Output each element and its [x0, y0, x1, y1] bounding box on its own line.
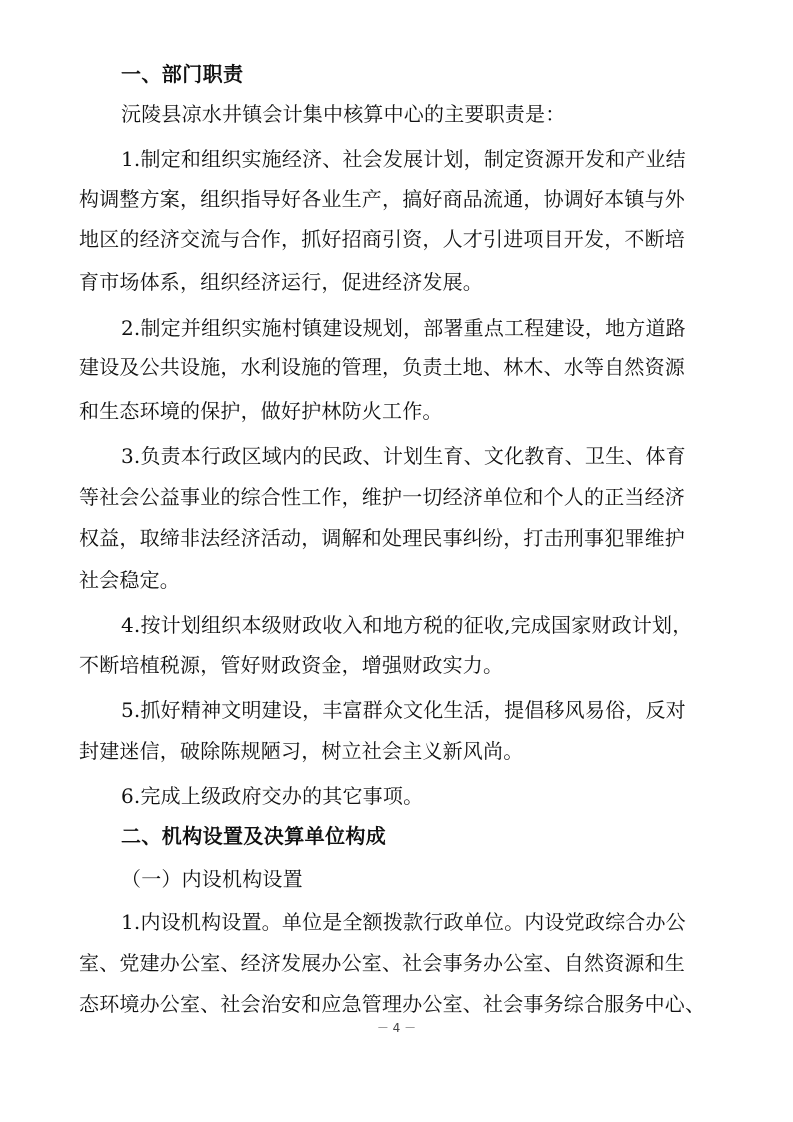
duty-3-line-2: 等社会公益事业的综合性工作，维护一切经济单位和个人的正当经济	[79, 485, 685, 509]
duty-4-line-1: 4.按计划组织本级财政收入和地方税的征收,完成国家财政计划，	[121, 613, 693, 637]
structure-item-1-line-2: 室、党建办公室、经济发展办公室、社会事务办公室、自然资源和生	[79, 951, 685, 975]
section-heading-structure: 二、机构设置及决算单位构成	[121, 824, 387, 848]
duty-2-line-1: 2.制定并组织实施村镇建设规划，部署重点工程建设，地方道路	[121, 316, 686, 340]
structure-item-1-line-1: 1.内设机构设置。单位是全额拨款行政单位。内设党政综合办公	[121, 910, 686, 934]
page-number: － 4 －	[376, 1021, 417, 1035]
duty-1-line-3: 地区的经济交流与合作，抓好招商引资，人才引进项目开发，不断培	[79, 227, 685, 251]
duty-1-line-4: 育市场体系，组织经济运行，促进经济发展。	[79, 270, 483, 294]
section-heading-duties: 一、部门职责	[121, 62, 244, 86]
duty-2-line-3: 和生态环境的保护，做好护林防火工作。	[79, 399, 443, 423]
duty-5-line-1: 5.抓好精神文明建设，丰富群众文化生活，提倡移风易俗，反对	[121, 698, 686, 722]
subsection-heading-internal: （一）内设机构设置	[121, 867, 303, 891]
duty-1-line-2: 构调整方案，组织指导好各业生产，搞好商品流通，协调好本镇与外	[79, 187, 685, 211]
duty-3-line-3: 权益，取缔非法经济活动，调解和处理民事纠纷，打击刑事犯罪维护	[79, 526, 685, 550]
duty-6-line-1: 6.完成上级政府交办的其它事项。	[121, 784, 424, 808]
duty-1-line-1: 1.制定和组织实施经济、社会发展计划，制定资源开发和产业结	[121, 147, 686, 171]
duty-3-line-4: 社会稳定。	[79, 568, 180, 592]
duty-4-line-2: 不断培植税源，管好财政资金，增强财政实力。	[79, 653, 504, 677]
duty-2-line-2: 建设及公共设施，水利设施的管理，负责土地、林木、水等自然资源	[79, 355, 685, 379]
duty-3-line-1: 3.负责本行政区域内的民政、计划生育、文化教育、卫生、体育	[121, 444, 686, 468]
structure-item-1-line-3: 态环境办公室、社会治安和应急管理办公室、社会事务综合服务中心、	[79, 992, 706, 1016]
duty-5-line-2: 封建迷信，破除陈规陋习，树立社会主义新风尚。	[79, 739, 524, 763]
duties-intro: 沅陵县凉水井镇会计集中核算中心的主要职责是：	[121, 102, 566, 126]
